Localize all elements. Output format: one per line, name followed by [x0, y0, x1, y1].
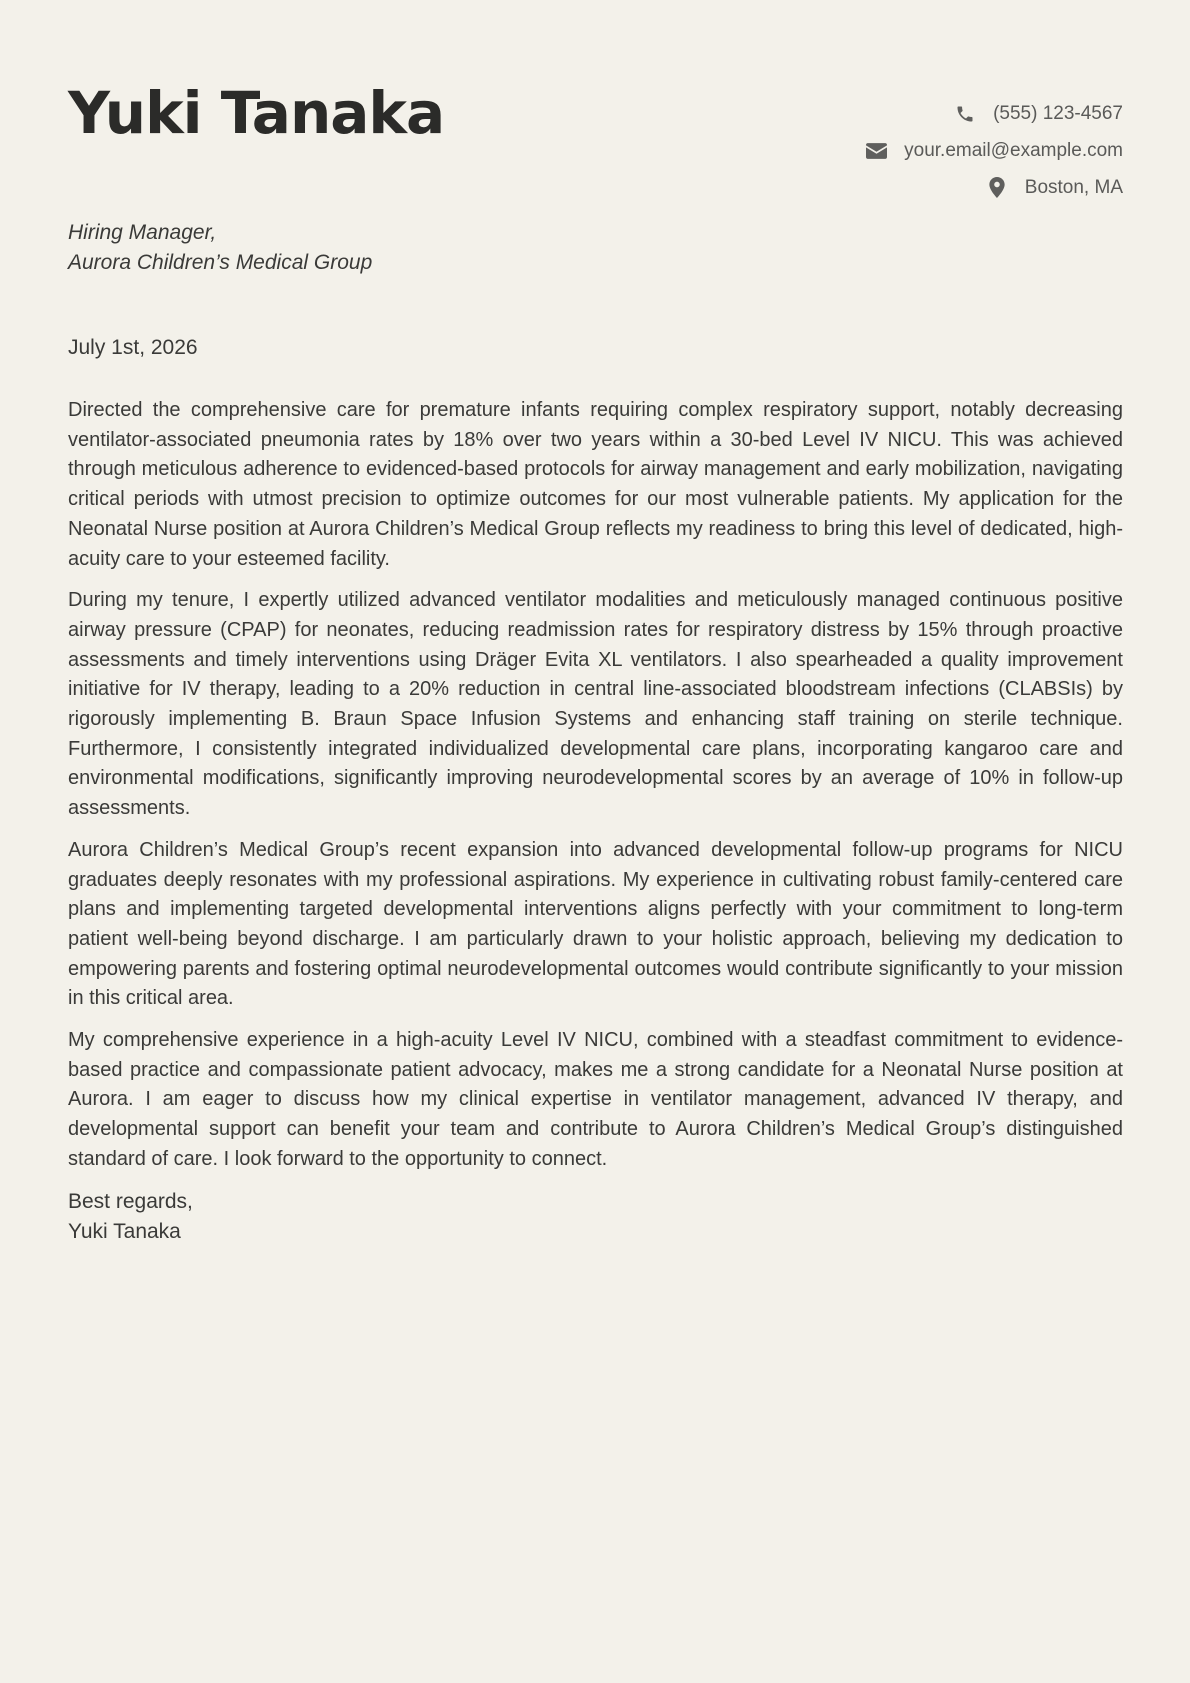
- paragraph-2: During my tenure, I expertly utilized advanced ventilator modalities and meticulously managed continuous positive airway pressure (CPAP) for neonates, reducing readmission rates for respiratory distress by 15% through proactive assessments and timely interventions using Dräger Evita XL ventilators. I also spearheaded a quality improvement initiative for IV therapy, leading to a 20% reduction in central line-associated bloodstream infections (CLABSIs) by rigorously implementing B. Braun Space Infusion Systems and enhancing staff training on sterile technique. Furthermore, I consistently integrated individualized developmental care plans, incorporating kangaroo care and environmental modifications, significantly improving neurodevelopmental scores by an average of 10% in follow-up assessments.: [68, 589, 1123, 820]
- applicant-name: Yuki Tanaka: [68, 79, 445, 147]
- signature-name: Yuki Tanaka: [68, 1219, 181, 1243]
- paragraph-4: My comprehensive experience in a high-acuity Level IV NICU, combined with a steadfast commitment to evidence-based practice and compassionate patient advocacy, makes me a strong candidate for a Neonatal Nurse position at Aurora. I am eager to discuss how my clinical expertise in ventilator management, advanced IV therapy, and developmental support can benefit your team and contribute to Aurora Children’s Medical Group’s distinguished standard of care. I look forward to the opportunity to connect.: [68, 1029, 1123, 1170]
- contact-location: [703, 169, 1123, 206]
- contact-phone: [703, 95, 1123, 132]
- phone-text: (555) 123-4567: [993, 102, 1123, 124]
- contact-info: [703, 95, 1123, 206]
- contact-email: [703, 132, 1123, 169]
- paragraph-1: Directed the comprehensive care for premature infants requiring complex respiratory support, notably decreasing ventilator-associated pneumonia rates by 18% over two years within a 30-bed Level IV NICU. This was achieved through meticulous adherence to evidenced-based protocols for airway management and early mobilization, navigating critical periods with utmost precision to optimize outcomes for our most vulnerable patients. My application for the Neonatal Nurse position at Aurora Children’s Medical Group reflects my readiness to bring this level of dedicated, high-acuity care to your esteemed facility.: [68, 399, 1123, 570]
- recipient-organization: Aurora Children’s Medical Group: [68, 251, 373, 274]
- recipient-block: [68, 218, 372, 278]
- closing-block: [68, 1187, 1123, 1247]
- letter-body: [68, 396, 1123, 1247]
- email-text: your.email@example.com: [904, 139, 1123, 161]
- location-text: Boston, MA: [1024, 176, 1123, 198]
- phone-icon: [954, 103, 976, 125]
- envelope-icon: [865, 140, 887, 162]
- closing-salutation: Best regards,: [68, 1189, 193, 1213]
- recipient-title: Hiring Manager,: [68, 221, 217, 244]
- paragraph-3: Aurora Children’s Medical Group’s recent expansion into advanced developmental follow-up programs for NICU graduates deeply resonates with my professional aspirations. My experience in cultivating robust family-centered care plans and implementing targeted developmental interventions aligns perfectly with your commitment to long-term patient well-being beyond discharge. I am particularly drawn to your holistic approach, believing my dedication to empowering parents and fostering optimal neurodevelopmental outcomes would contribute significantly to your mission in this critical area.: [68, 838, 1123, 1010]
- letter-date: July 1st, 2026: [68, 336, 198, 359]
- map-marker-icon: [986, 177, 1008, 199]
